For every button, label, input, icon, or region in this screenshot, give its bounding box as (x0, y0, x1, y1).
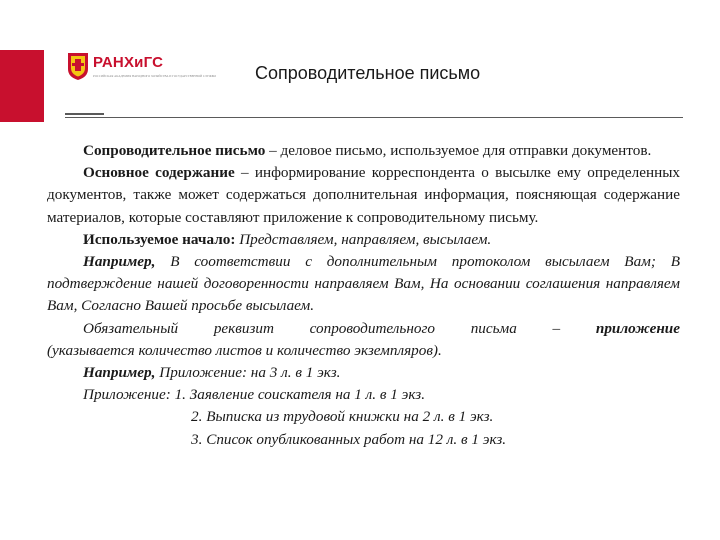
logo-subtitle: РОССИЙСКАЯ АКАДЕМИЯ НАРОДНОГО ХОЗЯЙСТВА И ГОСУДАРСТВЕННОЙ СЛУЖБЫ (93, 74, 216, 78)
requisite-tail-text: (указывается количество листов и количество экземпляров). (47, 341, 442, 359)
term-bold: Сопроводительное письмо (83, 142, 266, 159)
logo (66, 50, 216, 82)
attachment-text: 2. Выписка из трудовой книжки на 2 л. в 1 экз. (191, 408, 494, 426)
example-text: Представляем, направляем, высылаем. (235, 230, 492, 248)
paragraph-example-1 (47, 251, 680, 318)
paragraph-content (47, 162, 680, 229)
paragraph-start (47, 229, 680, 251)
divider-long (65, 117, 683, 118)
paragraph-example-2 (47, 362, 680, 384)
paragraph-definition (47, 140, 680, 162)
example-text: Приложение: на 3 л. в 1 экз. (155, 364, 341, 382)
emblem-icon (66, 51, 90, 81)
content-text: – информирование корреспондента о высылке ему определенных документов, также может содержаться дополнительная информация, поясняющая содержание материалов, которые составляют приложение к сопроводительному письму. (47, 164, 680, 226)
term-bold: Основное содержание (83, 164, 235, 182)
term-bold: Используемое начало: (83, 230, 236, 248)
term-bold: Например, (83, 253, 156, 271)
attachment-line-3 (47, 429, 680, 451)
example-text: В соответствии с дополнительным протоколом высылаем Вам; В подтверждение нашей договоренности направляем Вам, На основании соглашения направляем Вам, Согласно Вашей просьбе высылаем. (47, 253, 680, 315)
document-body (47, 140, 680, 451)
logo-wordmark (93, 54, 216, 78)
requisite-text: Обязательный реквизит сопроводительного письма – (83, 319, 561, 337)
attachment-line-2 (47, 406, 680, 428)
page-title: Сопроводительное письмо (255, 63, 481, 83)
attachment-line-1 (47, 384, 680, 406)
requisite-bold: приложение (595, 319, 680, 337)
paragraph-requisite-tail (47, 340, 680, 362)
attachment-text: 3. Список опубликованных работ на 12 л. в 1 экз. (191, 430, 507, 448)
divider-short (65, 113, 104, 115)
logo-text: РАНХиГС (93, 54, 164, 71)
attachment-text: Приложение: 1. Заявление соискателя на 1 л. в 1 экз. (83, 386, 425, 404)
definition-text: – деловое письмо, используемое для отправки документов. (265, 142, 652, 159)
term-bold: Например, (83, 364, 156, 382)
paragraph-requisite (47, 318, 680, 340)
red-accent-bar (0, 50, 44, 122)
